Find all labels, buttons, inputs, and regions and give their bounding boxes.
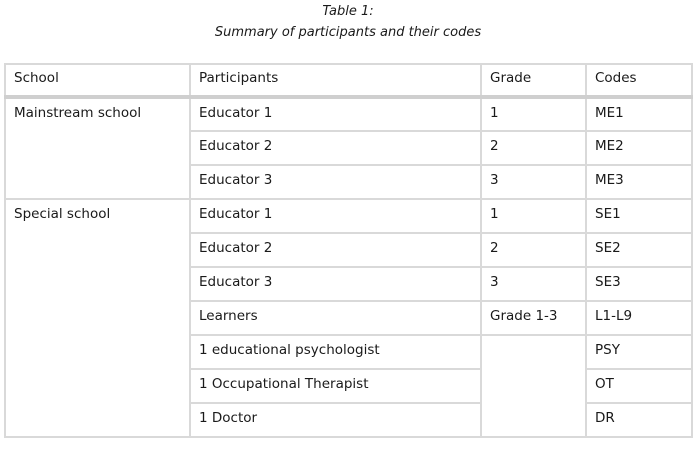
grade-cell: 1 xyxy=(481,199,586,233)
participant-cell: Educator 2 xyxy=(190,233,481,267)
code-cell: ME2 xyxy=(586,131,692,165)
header-school: School xyxy=(5,64,190,97)
code-cell: ME3 xyxy=(586,165,692,199)
grade-cell: 3 xyxy=(481,267,586,301)
participant-cell: 1 Doctor xyxy=(190,403,481,437)
code-cell: L1-L9 xyxy=(586,301,692,335)
code-cell: ME1 xyxy=(586,97,692,131)
participant-cell: Educator 1 xyxy=(190,97,481,131)
header-codes: Codes xyxy=(586,64,692,97)
participant-cell: 1 educational psychologist xyxy=(190,335,481,369)
participant-cell: Educator 1 xyxy=(190,199,481,233)
participant-cell: Educator 2 xyxy=(190,131,481,165)
table-header-row xyxy=(5,64,692,97)
code-cell: DR xyxy=(586,403,692,437)
code-cell: SE1 xyxy=(586,199,692,233)
participant-cell: Learners xyxy=(190,301,481,335)
table-caption-title: Table 1: xyxy=(322,4,374,19)
grade-cell: 2 xyxy=(481,131,586,165)
participant-cell: Educator 3 xyxy=(190,165,481,199)
grade-cell: Grade 1-3 xyxy=(481,301,586,335)
code-cell: SE2 xyxy=(586,233,692,267)
participants-table xyxy=(4,63,693,438)
school-cell: Special school xyxy=(5,199,190,437)
table-row xyxy=(5,97,692,131)
code-cell: SE3 xyxy=(586,267,692,301)
school-cell: Mainstream school xyxy=(5,97,190,199)
header-grade: Grade xyxy=(481,64,586,97)
grade-cell xyxy=(481,335,586,437)
participant-cell: Educator 3 xyxy=(190,267,481,301)
table-row xyxy=(5,199,692,233)
code-cell: PSY xyxy=(586,335,692,369)
grade-cell: 1 xyxy=(481,97,586,131)
grade-cell: 3 xyxy=(481,165,586,199)
table-caption-subtitle: Summary of participants and their codes xyxy=(214,25,482,40)
code-cell: OT xyxy=(586,369,692,403)
header-participants: Participants xyxy=(190,64,481,97)
grade-cell: 2 xyxy=(481,233,586,267)
participant-cell: 1 Occupational Therapist xyxy=(190,369,481,403)
